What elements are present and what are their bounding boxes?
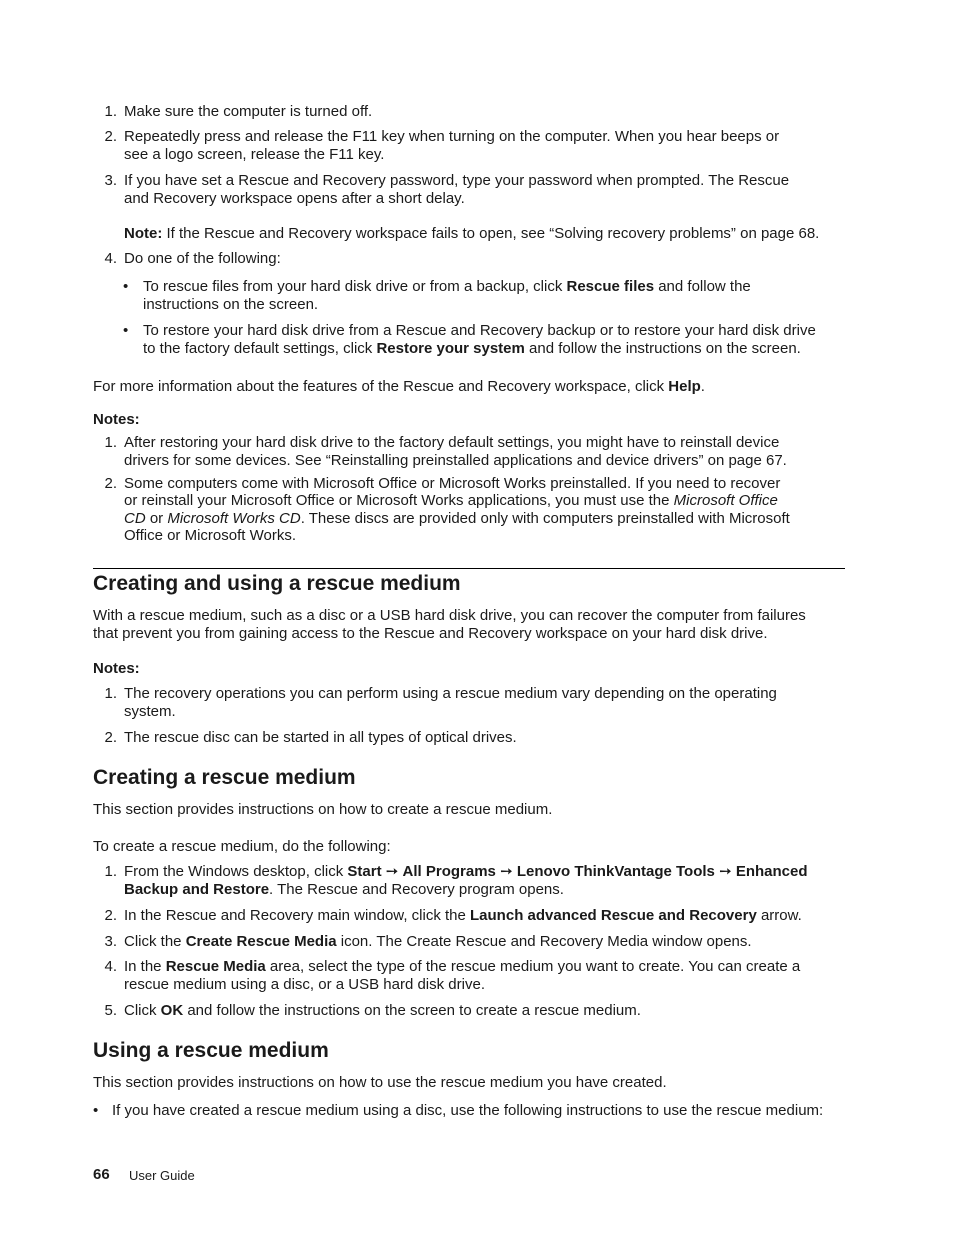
list-number: 2.: [104, 729, 117, 746]
note: Note: If the Rescue and Recovery workspace fails to open, see “Solving recovery problems” on page 68.: [124, 225, 820, 242]
list-item: Some computers come with Microsoft Office or Microsoft Works preinstalled. If you need to recover or reinstall your Microsoft Office or Microsoft Works applications, you must use the Microsoft Office CD or Microsoft Works CD. These discs are provided only with computers preinstalled with Microsoft Office or Microsoft Works.: [124, 475, 790, 544]
list-item: After restoring your hard disk drive to the factory default settings, you might have to reinstall device drivers for some devices. See “Reinstalling preinstalled applications and device drivers” on page 67.: [124, 434, 787, 469]
list-item: The rescue disc can be started in all types of optical drives.: [124, 729, 517, 746]
list-item: In the Rescue Media area, select the type of the rescue medium you want to create. You can create a rescue medium using a disc, or a USB hard disk drive.: [124, 958, 801, 993]
list-item: From the Windows desktop, click Start ➙ All Programs ➙ Lenovo ThinkVantage Tools ➙ Enhanced Backup and Restore. The Rescue and Recovery program opens.: [124, 863, 808, 898]
list-number: 3.: [104, 172, 117, 189]
list-number: 1.: [104, 685, 117, 702]
bullet-icon: •: [123, 278, 129, 295]
section-heading: Creating a rescue medium: [93, 766, 356, 789]
page-number: 66: [93, 1166, 110, 1183]
list-item: In the Rescue and Recovery main window, click the Launch advanced Rescue and Recovery arrow.: [124, 907, 802, 924]
paragraph: To create a rescue medium, do the following:: [93, 838, 391, 855]
section-heading: Using a rescue medium: [93, 1039, 329, 1062]
section-heading: Creating and using a rescue medium: [93, 572, 461, 595]
bullet-item: To rescue files from your hard disk drive or from a backup, click Rescue files and follow the instructions on the screen.: [143, 278, 751, 313]
paragraph: This section provides instructions on how to use the rescue medium you have created.: [93, 1074, 667, 1091]
list-number: 2.: [104, 128, 117, 145]
bullet-icon: •: [93, 1102, 99, 1119]
list-number: 4.: [104, 958, 117, 975]
list-number: 2.: [104, 475, 117, 492]
arrow-icon: ➙: [500, 863, 513, 880]
paragraph: For more information about the features of the Rescue and Recovery workspace, click Help.: [93, 378, 705, 395]
bullet-icon: •: [123, 322, 129, 339]
paragraph: This section provides instructions on how to create a rescue medium.: [93, 801, 553, 818]
list-item: Click OK and follow the instructions on the screen to create a rescue medium.: [124, 1002, 641, 1019]
list-number: 1.: [104, 863, 117, 880]
list-number: 4.: [104, 250, 117, 267]
paragraph: With a rescue medium, such as a disc or a USB hard disk drive, you can recover the computer from failures that prevent you from gaining access to the Rescue and Recovery workspace on your hard disk drive.: [93, 607, 806, 642]
list-item: Repeatedly press and release the F11 key when turning on the computer. When you hear beeps or see a logo screen, release the F11 key.: [124, 128, 780, 163]
list-item: If you have set a Rescue and Recovery password, type your password when prompted. The Rescue and Recovery workspace opens after a short delay.: [124, 172, 790, 207]
footer-title: User Guide: [129, 1168, 195, 1183]
arrow-icon: ➙: [719, 863, 732, 880]
section-divider: [93, 568, 845, 569]
list-item: Make sure the computer is turned off.: [124, 103, 373, 120]
list-item: Do one of the following:: [124, 250, 281, 267]
arrow-icon: ➙: [385, 863, 399, 880]
list-item: The recovery operations you can perform using a rescue medium vary depending on the operating system.: [124, 685, 777, 720]
list-item: Click the Create Rescue Media icon. The Create Rescue and Recovery Media window opens.: [124, 933, 752, 950]
list-number: 5.: [104, 1002, 117, 1019]
notes-label: Notes:: [93, 660, 140, 677]
list-number: 1.: [104, 103, 117, 120]
bullet-item: To restore your hard disk drive from a Rescue and Recovery backup or to restore your hard disk drive to the factory default settings, click Restore your system and follow the instructions on the screen.: [143, 322, 816, 357]
list-number: 1.: [104, 434, 117, 451]
notes-label: Notes:: [93, 411, 140, 428]
list-number: 2.: [104, 907, 117, 924]
list-number: 3.: [104, 933, 117, 950]
bullet-item: If you have created a rescue medium using a disc, use the following instructions to use the rescue medium:: [112, 1102, 824, 1119]
